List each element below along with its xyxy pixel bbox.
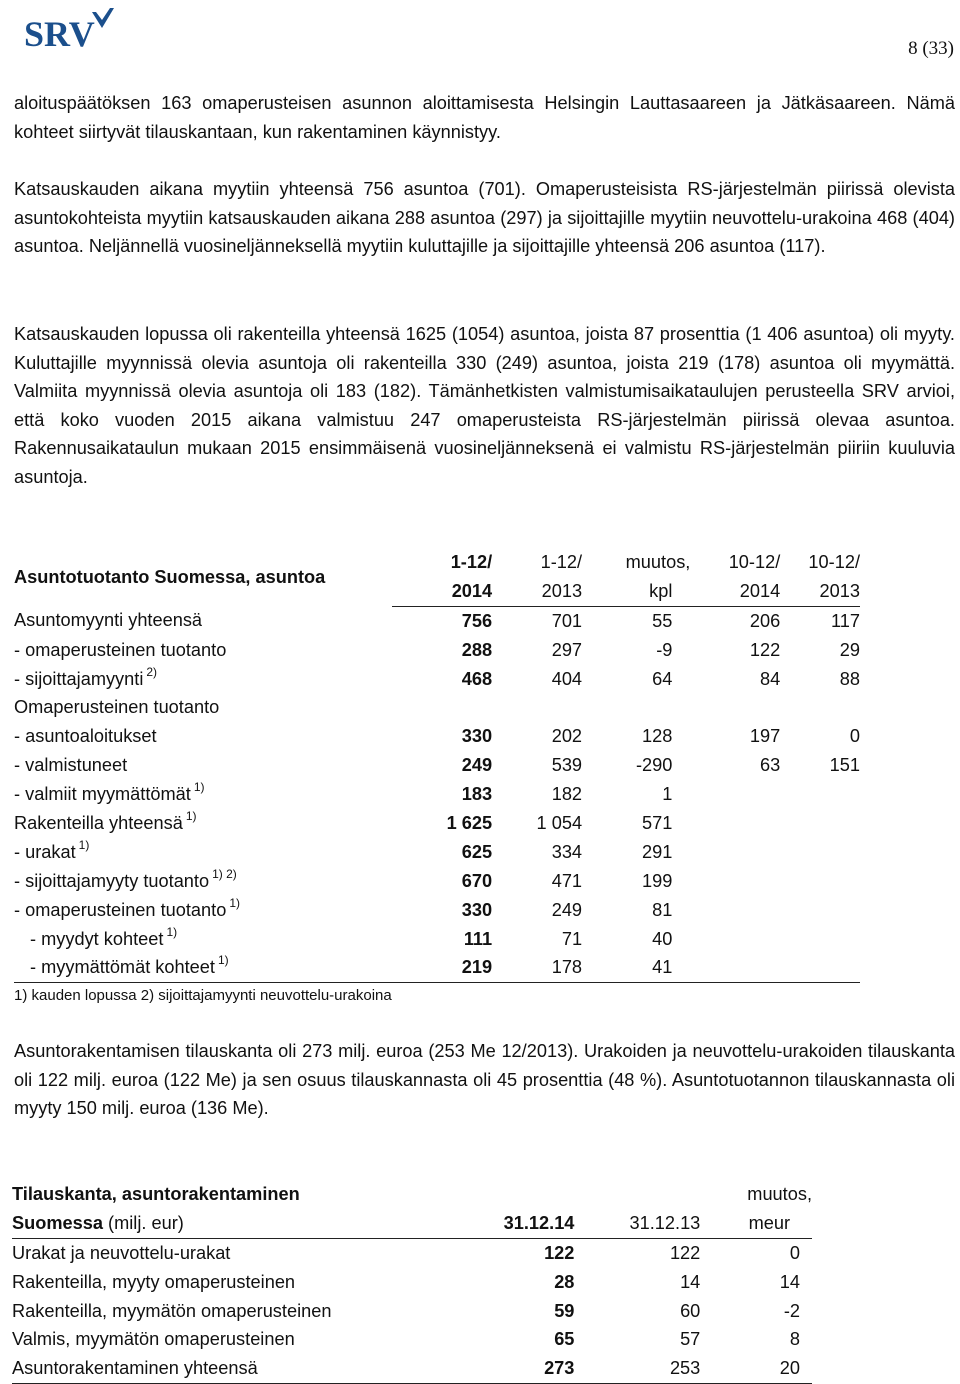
table-cell: 84	[760, 668, 781, 689]
row-label	[14, 606, 392, 635]
table-header-row	[12, 1180, 812, 1209]
row-label	[14, 780, 392, 809]
table-cell	[690, 838, 780, 867]
table-cell: 14	[680, 1271, 701, 1292]
row-label	[14, 953, 392, 982]
row-label-text: - urakat	[14, 841, 76, 862]
table-cell: 297	[551, 639, 583, 660]
table-row	[12, 1268, 812, 1297]
row-label-text: Asuntomyynti yhteensä	[14, 610, 203, 631]
header-cell: 1-12/	[450, 551, 493, 572]
housing-production-table	[14, 548, 860, 983]
table-cell: 65	[554, 1329, 575, 1350]
table-cell: 20	[700, 1354, 812, 1383]
table-cell	[690, 693, 780, 722]
table-title: Asuntotuotanto Suomessa, asuntoa	[14, 566, 326, 587]
row-label-text: - myymättömät kohteet	[30, 957, 215, 978]
header-cell: kpl	[582, 577, 690, 606]
row-label	[14, 693, 392, 722]
table-cell: 288	[461, 639, 493, 660]
table-cell	[780, 693, 860, 722]
table-cell: 57	[680, 1329, 701, 1350]
table-cell: -9	[656, 639, 673, 660]
table-cell	[690, 896, 780, 925]
table-cell: 334	[551, 841, 583, 862]
logo-check-mark	[92, 8, 114, 28]
table-cell: 64	[652, 668, 673, 689]
table-row	[14, 780, 860, 809]
table-cell: 122	[749, 639, 781, 660]
row-label-text: - myydyt kohteet	[30, 928, 164, 949]
row-label	[14, 636, 392, 665]
row-label-text: - sijoittajamyyty tuotanto	[14, 870, 210, 891]
header-cell: muutos,	[747, 1183, 812, 1204]
table-cell: 219	[392, 953, 492, 982]
footnote-marker: 1) 2)	[212, 866, 237, 881]
table-cell: 81	[652, 899, 673, 920]
table-cell	[392, 693, 492, 722]
table-cell	[780, 896, 860, 925]
table-cell: 14	[779, 1271, 800, 1292]
header-cell	[479, 1180, 574, 1209]
header-cell: 10-12/	[728, 551, 781, 572]
table-cell: 111	[463, 928, 493, 949]
table-cell: 117	[831, 610, 860, 631]
row-label: Valmis, myymätön omaperusteinen	[12, 1329, 295, 1350]
table-cell: 249	[551, 899, 583, 920]
row-label	[14, 665, 392, 694]
table-cell: 71	[561, 928, 583, 949]
table-cell	[582, 693, 690, 722]
table-cell	[690, 953, 780, 982]
row-label-text: - asuntoaloitukset	[14, 726, 157, 747]
table-cell: -2	[783, 1300, 800, 1321]
header-cell: 1-12/	[540, 551, 583, 572]
table-cell	[492, 693, 582, 722]
header-cell: 2014	[690, 577, 780, 606]
table-cell: 40	[652, 928, 673, 949]
table-cell: 0	[849, 726, 860, 747]
table-cell	[780, 867, 860, 896]
header-cell: 31.12.13	[574, 1209, 700, 1238]
paragraph-3: Katsauskauden lopussa oli rakenteilla yhteensä 1625 (1054) asuntoa, joista 87 prosenttia (1 406 asuntoa) oli myyty. Kuluttajille myynnissä olevia asuntoja oli rakenteilla 330 (249) asuntoa, joista 219 (178) asuntoa oli myymättä. Valmiita myynnissä olevia asuntoja oli 183 (182). Tämänhetkisten valmistumisaikataulujen perusteella SRV arvioi, että koko vuoden 2015 aikana valmistuu 247 omaperusteista RS-järjestelmän piirissä olevaa asuntoa. Rakennusaikataulun mukaan 2015 ensimmäisenä vuosineljänneksenä ei valmistu RS-järjestelmän piiriin kuuluvia asuntoja.	[14, 324, 955, 487]
footnote-marker: 1)	[193, 780, 205, 795]
table-cell: 670	[461, 870, 493, 891]
table-cell: 471	[551, 870, 583, 891]
row-label-text: Rakenteilla yhteensä	[14, 812, 183, 833]
row-label	[14, 751, 392, 780]
table-title-unit: (milj. eur)	[102, 1212, 184, 1233]
footnote-marker: 1)	[78, 837, 90, 852]
row-label-text: - omaperusteinen tuotanto	[14, 899, 227, 920]
table-cell: 202	[551, 726, 583, 747]
row-label-text: Omaperusteinen tuotanto	[14, 697, 220, 718]
table-header-row	[14, 548, 860, 577]
table-cell: 151	[829, 755, 860, 776]
table-row	[14, 953, 860, 982]
table-cell: -290	[635, 755, 673, 776]
table-cell	[780, 953, 860, 982]
table-cell: 0	[789, 1242, 800, 1263]
row-label-text: - valmiit myymättömät	[14, 784, 191, 805]
row-label: Urakat ja neuvottelu-urakat	[12, 1242, 231, 1263]
header-cell: 10-12/	[808, 551, 860, 572]
footnote-marker: 1)	[229, 895, 240, 910]
table-cell: 539	[551, 755, 583, 776]
footnote-marker: 1)	[185, 808, 197, 823]
footnote-marker: 2)	[146, 664, 158, 679]
table-cell: 8	[789, 1329, 800, 1350]
header-cell: meur	[700, 1209, 812, 1238]
table-row	[14, 867, 860, 896]
table-cell: 199	[642, 870, 673, 891]
table-cell	[690, 780, 780, 809]
table-cell: 128	[642, 726, 673, 747]
table-row	[14, 809, 860, 838]
table-row	[14, 925, 860, 954]
table-cell: 88	[839, 668, 860, 689]
table-cell: 273	[479, 1354, 574, 1383]
table-title-bold: Suomessa	[12, 1212, 103, 1233]
table-cell	[780, 780, 860, 809]
table-cell: 63	[760, 755, 781, 776]
header-cell: muutos,	[625, 551, 691, 572]
table-cell: 182	[551, 784, 583, 805]
table-cell: 330	[461, 726, 493, 747]
table-footnote: 1) kauden lopussa 2) sijoittajamyynti neuvottelu-urakoina	[14, 987, 392, 1004]
paragraph-1: aloituspäätöksen 163 omaperusteisen asunnon aloittamisesta Helsingin Lauttasaareen ja Jätkäsaareen. Nämä kohteet siirtyvät tilauskantaan, kun rakentaminen käynnistyy.	[14, 93, 955, 142]
table-cell: 468	[461, 668, 493, 689]
table-cell: 1	[662, 784, 673, 805]
table-cell: 701	[551, 610, 583, 631]
row-label: Rakenteilla, myymätön omaperusteinen	[12, 1300, 332, 1321]
table-row	[12, 1354, 812, 1383]
row-label	[14, 722, 392, 751]
table-cell: 60	[680, 1300, 701, 1321]
table-cell	[780, 838, 860, 867]
table-cell: 249	[461, 755, 493, 776]
table-row	[12, 1297, 812, 1326]
header-cell	[574, 1180, 700, 1209]
paragraph-2: Katsauskauden aikana myytiin yhteensä 756 asuntoa (701). Omaperusteisista RS-järjestelmän piirissä olevista asuntokohteista myytiin katsauskauden aikana 288 asuntoa (297) ja sijoittajille myytiin neuvottelu-urakoina 468 (404) asuntoa. Neljännellä vuosineljänneksellä myytiin kuluttajille ja sijoittajille yhteensä 206 asuntoa (117).	[14, 179, 955, 257]
row-label	[14, 809, 392, 838]
table-cell: 1 054	[536, 812, 583, 833]
table-row	[14, 606, 860, 635]
order-backlog-table	[12, 1180, 812, 1384]
table-cell: 253	[574, 1354, 700, 1383]
table-cell: 404	[551, 668, 583, 689]
table-row	[14, 896, 860, 925]
footnote-marker: 1)	[217, 953, 229, 968]
logo-text: SRV	[24, 14, 95, 52]
header-cell: 2014	[392, 577, 492, 606]
row-label: Rakenteilla, myyty omaperusteinen	[12, 1271, 296, 1292]
table-row	[12, 1238, 812, 1267]
table-cell: 197	[749, 726, 781, 747]
header-cell: 2013	[780, 577, 860, 606]
table-cell: 756	[461, 610, 493, 631]
table-cell: 625	[461, 841, 493, 862]
table-cell	[690, 809, 780, 838]
table-cell: 41	[582, 953, 690, 982]
row-label	[14, 867, 392, 896]
table-cell: 55	[652, 610, 673, 631]
table-cell: 291	[642, 841, 673, 862]
table-row	[14, 665, 860, 694]
table-cell: 1 625	[446, 812, 493, 833]
table-row	[14, 693, 860, 722]
header-cell: 2013	[492, 577, 582, 606]
table-cell: 571	[642, 812, 673, 833]
paragraph-4: Asuntorakentamisen tilauskanta oli 273 milj. euroa (253 Me 12/2013). Urakoiden ja neuvottelu-urakoiden tilauskanta oli 122 milj. euroa (122 Me) ja sen osuus tilauskannasta oli 45 prosenttia (48 %). Asuntotuotannon tilauskannasta oli myyty 150 milj. euroa (136 Me).	[14, 1041, 955, 1119]
table-cell: 28	[554, 1271, 575, 1292]
row-label-text: - valmistuneet	[14, 755, 128, 776]
table-cell: 122	[544, 1242, 575, 1263]
row-label	[14, 925, 392, 954]
row-label-text: - sijoittajamyynti	[14, 668, 144, 689]
row-label	[14, 838, 392, 867]
footnote-marker: 1)	[166, 924, 178, 939]
table-cell: 59	[554, 1300, 575, 1321]
srv-logo	[22, 6, 118, 52]
table-cell: 29	[839, 639, 860, 660]
table-title-line1: Tilauskanta, asuntorakentaminen	[12, 1183, 300, 1204]
row-label-text: - omaperusteinen tuotanto	[14, 639, 227, 660]
page-number: 8 (33)	[908, 38, 954, 59]
table-cell	[690, 925, 780, 954]
table-row	[12, 1325, 812, 1354]
row-label	[14, 896, 392, 925]
table-cell	[690, 867, 780, 896]
table-cell	[780, 809, 860, 838]
table-cell: 330	[461, 899, 493, 920]
table-row	[14, 751, 860, 780]
table-row	[14, 636, 860, 665]
table-title-line2	[12, 1209, 479, 1238]
row-label: Asuntorakentaminen yhteensä	[12, 1354, 479, 1383]
table-cell: 122	[669, 1242, 701, 1263]
table-cell	[780, 925, 860, 954]
table-row	[14, 722, 860, 751]
table-cell: 206	[749, 610, 781, 631]
table-header-row	[12, 1209, 812, 1238]
table-row	[14, 838, 860, 867]
table-cell: 183	[461, 784, 493, 805]
header-cell: 31.12.14	[479, 1209, 574, 1238]
table-cell: 178	[492, 953, 582, 982]
